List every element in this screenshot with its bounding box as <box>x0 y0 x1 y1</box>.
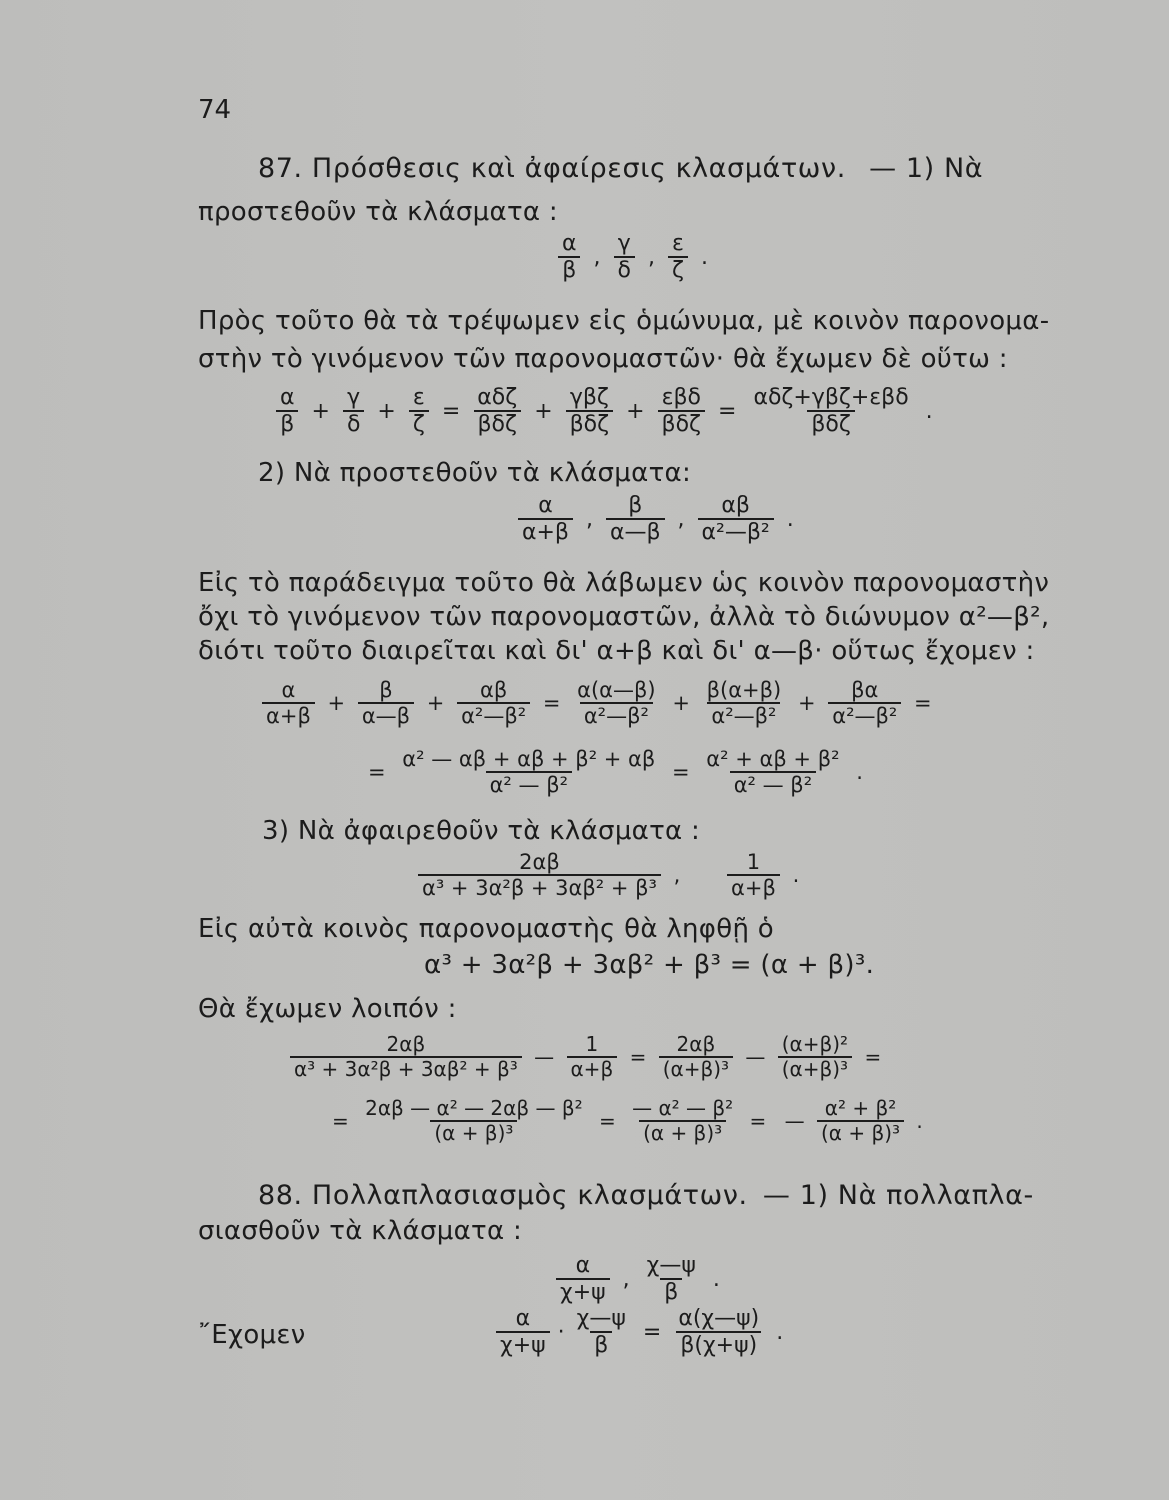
fraction-list-2: $\frac{\alpha}{\alpha+\beta}$ , $\frac{\beta}{\alpha—\beta}$ , $\frac{\alpha\beta}{\text{α²—β²}}$ . <box>518 494 800 544</box>
section-88-heading-line <box>258 1180 1034 1211</box>
fraction: $\frac{\alpha\beta}{\text{α²—β²}}$ <box>457 679 530 727</box>
paragraph-line: ὄχι τὸ γινόμενον τῶν παρονομαστῶν, ἀλλὰ τὸ διώνυμον α²—β², <box>198 602 1050 632</box>
identity-cube: α³ + 3α²β + 3αβ² + β³ = (α + β)³. <box>424 950 875 980</box>
fraction: $\frac{\text{α² + β²}}{\text{(α + β)³}}$ <box>817 1098 904 1144</box>
section-88-intro-tail: — 1) Νὰ πολλαπλα- <box>762 1180 1034 1211</box>
fraction: $\frac{1}{\alpha+\beta}$ <box>727 851 780 899</box>
paragraph-line: Πρὸς τοῦτο θὰ τὰ τρέψωμεν εἰς ὁμώνυμα, μὲ κοινὸν παρονομα- <box>198 306 1050 336</box>
fraction: $\frac{\text{αδζ+γβζ+εβδ}}{\text{βδζ}}$ <box>753 385 909 438</box>
fraction: $\frac{\alpha(\alpha—\beta)}{\text{α²—β²}}$ <box>577 678 656 729</box>
fraction: $\frac{\varepsilon}{\zeta}$ <box>409 386 429 436</box>
section-87-intro-line2: προστεθοῦν τὰ κλάσματα : <box>198 197 558 227</box>
fraction: $\frac{\alpha}{\chi+\psi}$ <box>496 1307 550 1357</box>
fraction: $\frac{\alpha}{\beta}$ <box>276 386 299 436</box>
fraction: $\frac{\alpha\beta}{\text{α²—β²}}$ <box>698 494 774 544</box>
paragraph-line: Εἰς αὐτὰ κοινὸς παρονομαστὴς θὰ ληφθῇ ὁ <box>198 914 775 944</box>
echomen-label: ῎Εχομεν <box>198 1320 306 1350</box>
equation-product: $\frac{\alpha}{\chi+\psi}$ · $\frac{\chi—\psi}{\beta}$ = $\frac{\alpha(\chi—\psi)}{\beta(\chi+\psi)}$ . <box>496 1307 789 1357</box>
fraction: $\frac{\alpha}{\beta}$ <box>558 232 581 282</box>
equation-difference: $\frac{2\alpha\beta}{\text{α³ + 3α²β + 3αβ² + β³}}$ — $\frac{1}{\alpha+\beta}$ = $\frac{2\alpha\beta}{\text{(α+β)³}}$ — $\frac{\text{(α+β)²}}{\text{(α+β)³}}$ = <box>290 1034 887 1080</box>
fraction: $\frac{1}{\alpha+\beta}$ <box>567 1034 618 1080</box>
fraction: $\frac{2\alpha\beta}{\text{α³ + 3α²β + 3αβ² + β³}}$ <box>418 851 661 899</box>
fraction: $\frac{\text{2αβ — α² — 2αβ — β²}}{\text{(α + β)³}}$ <box>365 1096 583 1145</box>
fraction: $\frac{\beta}{\alpha—\beta}$ <box>358 679 414 727</box>
fraction: $\frac{2\alpha\beta}{\text{(α+β)³}}$ <box>659 1034 733 1080</box>
fraction: $\frac{\text{εβδ}}{\text{βδζ}}$ <box>658 386 705 436</box>
part-2-intro: 2) Νὰ προστεθοῦν τὰ κλάσματα: <box>258 458 692 488</box>
equation-sum-binomial-fractions: $\frac{\alpha}{\alpha+\beta}$ + $\frac{\beta}{\alpha—\beta}$ + $\frac{\alpha\beta}{\text{α²—β²}}$ = $\frac{\alpha(\alpha—\beta)}{\text{α²—β²}}$ + $\frac{\beta(\alpha+\beta)}{\text{α²—β²}}$ + $\frac{\beta\alpha}{\text{α²—β²}}$ = <box>262 679 938 727</box>
part-3-intro: 3) Νὰ ἀφαιρεθοῦν τὰ κλάσματα : <box>262 816 701 846</box>
fraction: $\frac{\text{α² — αβ + αβ + β² + αβ}}{\text{α² — β²}}$ <box>402 747 656 798</box>
page-number: 74 <box>198 95 232 125</box>
fraction: $\frac{\alpha}{\chi+\psi}$ <box>556 1254 610 1304</box>
fraction: $\frac{\alpha}{\alpha+\beta}$ <box>262 679 315 727</box>
fraction: $\frac{2\alpha\beta}{\text{α³ + 3α²β + 3αβ² + β³}}$ <box>290 1034 522 1080</box>
fraction-list-4: $\frac{\alpha}{\chi+\psi}$ , $\frac{\chi—\psi}{\beta}$ . <box>556 1254 726 1304</box>
fraction-list-3: $\frac{2\alpha\beta}{\text{α³ + 3α²β + 3αβ² + β³}}$ , $\frac{1}{\alpha+\beta}$ . <box>418 851 805 899</box>
fraction: $\frac{\chi—\psi}{\beta}$ <box>646 1253 696 1306</box>
section-88-heading: 88. Πολλαπλασιασμὸς κλασμάτων. <box>258 1180 748 1211</box>
section-88-intro-line2: σιασθοῦν τὰ κλάσματα : <box>198 1216 523 1246</box>
equation-sum-three-fractions: $\frac{\alpha}{\beta}$ + $\frac{\gamma}{\delta}$ + $\frac{\varepsilon}{\zeta}$ = $\frac{\text{αδζ}}{\text{βδζ}}$ + $\frac{\text{γβζ}}{\text{βδζ}}$ + $\frac{\text{εβδ}}{\text{βδζ}}$ = $\frac{\text{αδζ+γβζ+εβδ}}{\text{βδζ}}$ . <box>276 386 939 436</box>
equation-continuation-1: = $\frac{\text{α² — αβ + αβ + β² + αβ}}{\text{α² — β²}}$ = $\frac{\text{α² + αβ + β²}}{\text{α² — β²}}$ . <box>368 747 863 798</box>
fraction: $\frac{\varepsilon}{\zeta}$ <box>668 232 688 282</box>
paragraph-line: διότι τοῦτο διαιρεῖται καὶ δι' α+β καὶ δι' α—β· οὕτως ἔχομεν : <box>198 636 1035 666</box>
fraction: $\frac{\text{— α² — β²}}{\text{(α + β)³}}$ <box>632 1096 734 1145</box>
fraction: $\frac{\text{(α+β)²}}{\text{(α+β)³}}$ <box>778 1034 852 1080</box>
fraction: $\frac{\beta\alpha}{\text{α²—β²}}$ <box>828 679 901 727</box>
section-87-heading: 87. Πρόσθεσις καὶ ἀφαίρεσις κλασμάτων. <box>258 153 846 184</box>
fraction: $\frac{\chi—\psi}{\beta}$ <box>576 1306 626 1359</box>
fraction: $\frac{\alpha(\chi—\psi)}{\beta(\chi+\psi)}$ <box>678 1306 760 1359</box>
section-87-heading-line <box>258 153 983 184</box>
fraction: $\frac{\text{α² + αβ + β²}}{\text{α² — β²}}$ <box>706 747 840 798</box>
paragraph-line: Θὰ ἔχωμεν λοιπόν : <box>198 994 457 1024</box>
paragraph-line: Εἰς τὸ παράδειγμα τοῦτο θὰ λάβωμεν ὡς κοινὸν παρονομαστὴν <box>198 568 1050 598</box>
fraction: $\frac{\gamma}{\delta}$ <box>343 386 364 436</box>
section-87-intro-tail: — 1) Νὰ <box>869 153 984 184</box>
fraction: $\frac{\beta}{\alpha—\beta}$ <box>606 494 665 544</box>
fraction: $\frac{\text{αδζ}}{\text{βδζ}}$ <box>473 386 521 436</box>
paragraph-line: στὴν τὸ γινόμενον τῶν παρονομαστῶν· θὰ ἔχωμεν δὲ οὕτω : <box>198 344 1008 374</box>
fraction: $\frac{\alpha}{\alpha+\beta}$ <box>518 494 573 544</box>
fraction-list-1: $\frac{\alpha}{\beta}$ , $\frac{\gamma}{\delta}$ , $\frac{\varepsilon}{\zeta}$ . <box>558 232 714 282</box>
fraction: $\frac{\text{γβζ}}{\text{βδζ}}$ <box>566 386 613 436</box>
fraction: $\frac{\gamma}{\delta}$ <box>614 232 635 282</box>
equation-continuation-2: = $\frac{\text{2αβ — α² — 2αβ — β²}}{\text{(α + β)³}}$ = $\frac{\text{— α² — β²}}{\text{(α + β)³}}$ = — $\frac{\text{α² + β²}}{\text{(α + β)³}}$ . <box>332 1096 923 1145</box>
fraction: $\frac{\beta(\alpha+\beta)}{\text{α²—β²}}$ <box>706 678 782 729</box>
